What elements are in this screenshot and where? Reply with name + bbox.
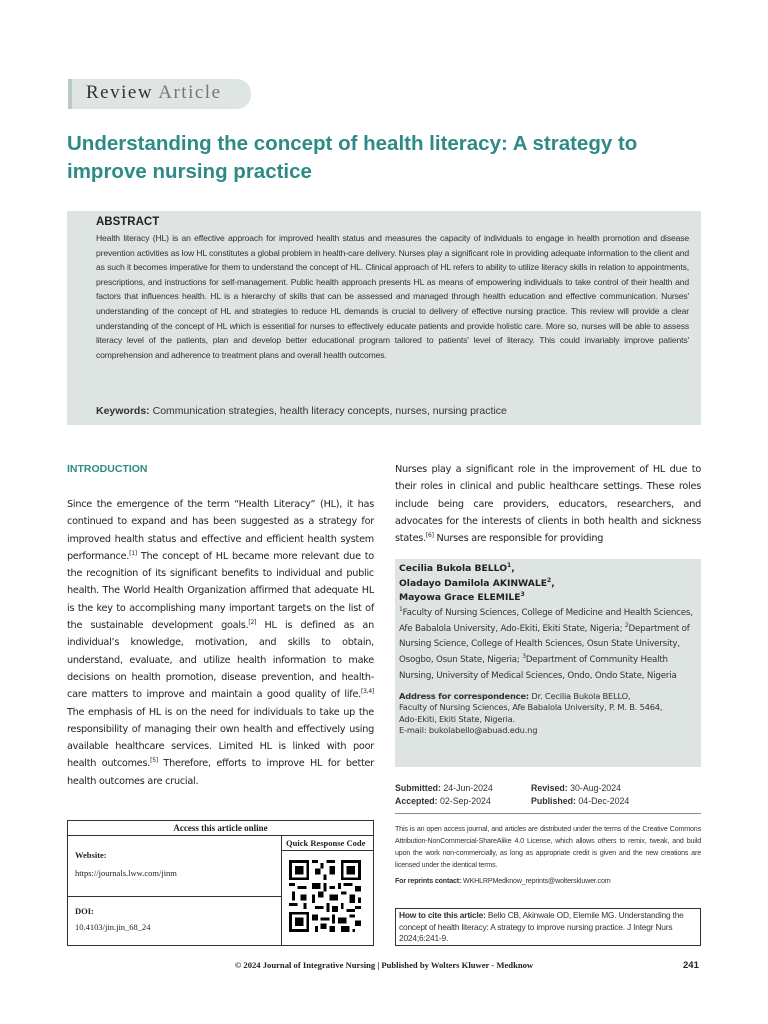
website-link[interactable]: https://journals.lww.com/jinm xyxy=(75,868,177,878)
divider xyxy=(395,813,701,814)
citation-ref[interactable]: [5] xyxy=(150,757,158,765)
affiliation-2: Department of Nursing Science, College of Health Sciences, Osun State University, Osogbo, Osun State, Nigeria; xyxy=(399,623,690,666)
website-label: Website: xyxy=(75,850,107,860)
submitted-label: Submitted: xyxy=(395,783,441,793)
page-footer: © 2024 Journal of Integrative Nursing | Published by Wolters Kluwer - Medknow xyxy=(234,960,534,970)
author-info-box xyxy=(395,559,701,767)
text-span: HL is defined as an individual’s knowledge, motivation, and skills to obtain, understand, evaluate, and utilize health information to make decisions on health promotion, disease prevention, and health-care matters to improve and maintain a good quality of life. xyxy=(67,620,374,701)
article-dates xyxy=(395,782,701,808)
text-span: Therefore, efforts to improve HL for better health outcomes are crucial. xyxy=(67,758,375,787)
citation-box xyxy=(395,908,701,946)
correspondence-email[interactable]: E-mail: bukolabello@abuad.edu.ng xyxy=(399,724,538,735)
divider xyxy=(68,896,282,897)
license-text: This is an open access journal, and articles are distributed under the terms of the Creative Commons Attribution-NonCommercial-ShareAlike 4.0 License, which allows others to remix, tweak, and build upon the work non-commercially, as long as appropriate credit is given and the new creations are licensed under the identical terms. xyxy=(395,825,701,869)
abstract-heading: ABSTRACT xyxy=(96,216,160,228)
citation-ref[interactable]: [1] xyxy=(129,549,137,557)
citation-ref[interactable]: [2] xyxy=(248,618,257,626)
affiliation-3: Department of Community Health Nursing, University of Medical Sciences, Ondo, Ondo State, Nigeria xyxy=(399,655,677,681)
access-header: Access this article online xyxy=(68,821,373,836)
article-type-badge xyxy=(68,79,251,109)
correspondence xyxy=(399,691,697,737)
website-info xyxy=(75,850,177,878)
qr-section xyxy=(282,836,374,945)
cite-label: How to cite this article: xyxy=(399,910,486,920)
correspondence-label: Address for correspondence: xyxy=(399,690,529,701)
author-affil-ref: 2 xyxy=(547,576,552,584)
correspondence-address: Faculty of Nursing Sciences, Afe Babalola University, P. M. B. 5464, xyxy=(399,702,663,713)
left-column-text xyxy=(67,496,374,790)
introduction-heading: INTRODUCTION xyxy=(67,463,148,475)
correspondence-name: Dr. Cecilia Bukola BELLO, xyxy=(528,690,631,701)
access-online-box xyxy=(67,820,374,946)
text-span: Nurses are responsible for providing xyxy=(433,533,604,545)
author-1: Cecilia Bukola BELLO$^1$, xyxy=(399,561,515,574)
article-title: Understanding the concept of health literacy: A strategy to improve nursing practice xyxy=(67,132,638,183)
qr-code-icon[interactable] xyxy=(289,858,361,934)
text-span: Since the emergence of the term “Health Literacy” (HL), it has continued to expand and has been suggested as a strategy for improved health status and effective and efficient health system performance. xyxy=(67,499,374,562)
affil-num: 1 xyxy=(399,605,403,613)
citation-ref[interactable]: [3,4] xyxy=(361,688,374,696)
author-name: Oladayo Damilola AKINWALE xyxy=(399,577,548,589)
author-name: Cecilia Bukola BELLO xyxy=(399,563,508,574)
citation-ref[interactable]: [6] xyxy=(425,531,434,539)
keywords-label: Keywords: xyxy=(96,405,150,417)
reprints-label: For reprints contact: xyxy=(395,877,462,885)
reprints-contact xyxy=(395,877,701,885)
abstract-box xyxy=(67,211,701,425)
affil-num: 2 xyxy=(624,621,629,629)
submitted-date: 24-Jun-2024 xyxy=(440,783,493,793)
text-span: The concept of HL became more relevant due to the recognition of its significant benefits to individual and public health. The World Health Organization affirmed that adequate HL is the key to accomplishing many important targets on the list of the sustainable development goals. xyxy=(67,550,374,632)
doi-label: DOI: xyxy=(75,906,94,916)
doi-link[interactable]: 10.4103/jin.jin_68_24 xyxy=(75,922,151,932)
affiliations xyxy=(399,606,697,685)
author-names xyxy=(399,562,697,606)
abstract-text: Health literacy (HL) is an effective approach for improved health status and measures the capacity of individuals to engage in health promotion and disease prevention activities as low HL constitutes a global problem in health-care delivery. Nurses play a significant role in providing adequate information to the client and as such it becomes imperative for them to understand the concept of HL. Clinical approach of HL refers to ability to utilize literacy skills in relation to appointments, prescriptions, and instructions for self-management. Public health approach presents HL as means of empowering individuals to take control of their health and factors that influences health. HL is a hierarchy of skills that can be assessed and managed through health education and effective communication. Nurses' understanding of the concept of HL and strategies to reduce HL demands is crucial to delivery of effective nursing practice. This review will provide a clear understanding of the concept of HL which is essential for nurses to effectively educate patients and provide holistic care. More so, nurses will be able to assess literacy level of the patients, plan and develop better educational program tailored to patients' level of literacy. This could invariably improve patients' comprehension and adherence to treatment plans and overall health outcomes. xyxy=(96,233,689,360)
text-span: Nurses play a significant role in the improvement of HL due to their roles in clinical and public healthcare settings. These roles include being care providers, educators, researchers, and advocates for the interests of clients in both health and sickness states. xyxy=(395,464,701,545)
page-number: 241 xyxy=(683,960,699,971)
keywords-list: Communication strategies, health literacy concepts, nurses, nursing practice xyxy=(152,405,507,417)
doi-info xyxy=(75,906,151,932)
author-affil-ref: 3 xyxy=(520,591,525,599)
author-affil-ref: 1 xyxy=(507,561,512,569)
author-name: Mayowa Grace ELEMILE xyxy=(399,592,521,604)
badge-word-review: Review xyxy=(86,82,154,103)
qr-label: Quick Response Code xyxy=(282,836,374,851)
cite-text: Bello CB, Akinwale OD, Elemile MG. Understanding the concept of health literacy: A strategy to improve nursing practice. J Integr Nurs 2024;6:241-9. xyxy=(399,910,684,944)
affil-num: 3 xyxy=(522,653,526,661)
right-column-text xyxy=(395,461,701,547)
accepted-label: Accepted: xyxy=(395,796,438,806)
published-label: Published: xyxy=(531,796,576,806)
revised-label: Revised: xyxy=(531,783,568,793)
revised-date: 30-Aug-2024 xyxy=(567,783,621,793)
reprints-email[interactable]: WKHLRPMedknow_reprints@wolterskluwer.com xyxy=(461,877,611,885)
affiliation-1: Faculty of Nursing Sciences, College of Medicine and Health Sciences, Afe Babalola University, Ado-Ekiti, Ekiti State, Nigeria; xyxy=(399,607,693,634)
author-3 xyxy=(399,591,697,606)
accepted-date: 02-Sep-2024 xyxy=(437,796,491,806)
correspondence-address: Ado-Ekiti, Ekiti State, Nigeria. xyxy=(399,713,515,724)
author-2: Oladayo Damilola AKINWALE$^2$, xyxy=(399,576,555,589)
badge-word-article: Article xyxy=(158,82,222,103)
published-date: 04-Dec-2024 xyxy=(575,796,630,806)
text-span: The emphasis of HL is on the need for individuals to take up the responsibility of managing their own health and effectively using available healthcare services. Limited HL is linked with poor health outcomes. xyxy=(67,706,374,770)
keywords xyxy=(96,405,507,417)
access-info xyxy=(68,836,282,945)
